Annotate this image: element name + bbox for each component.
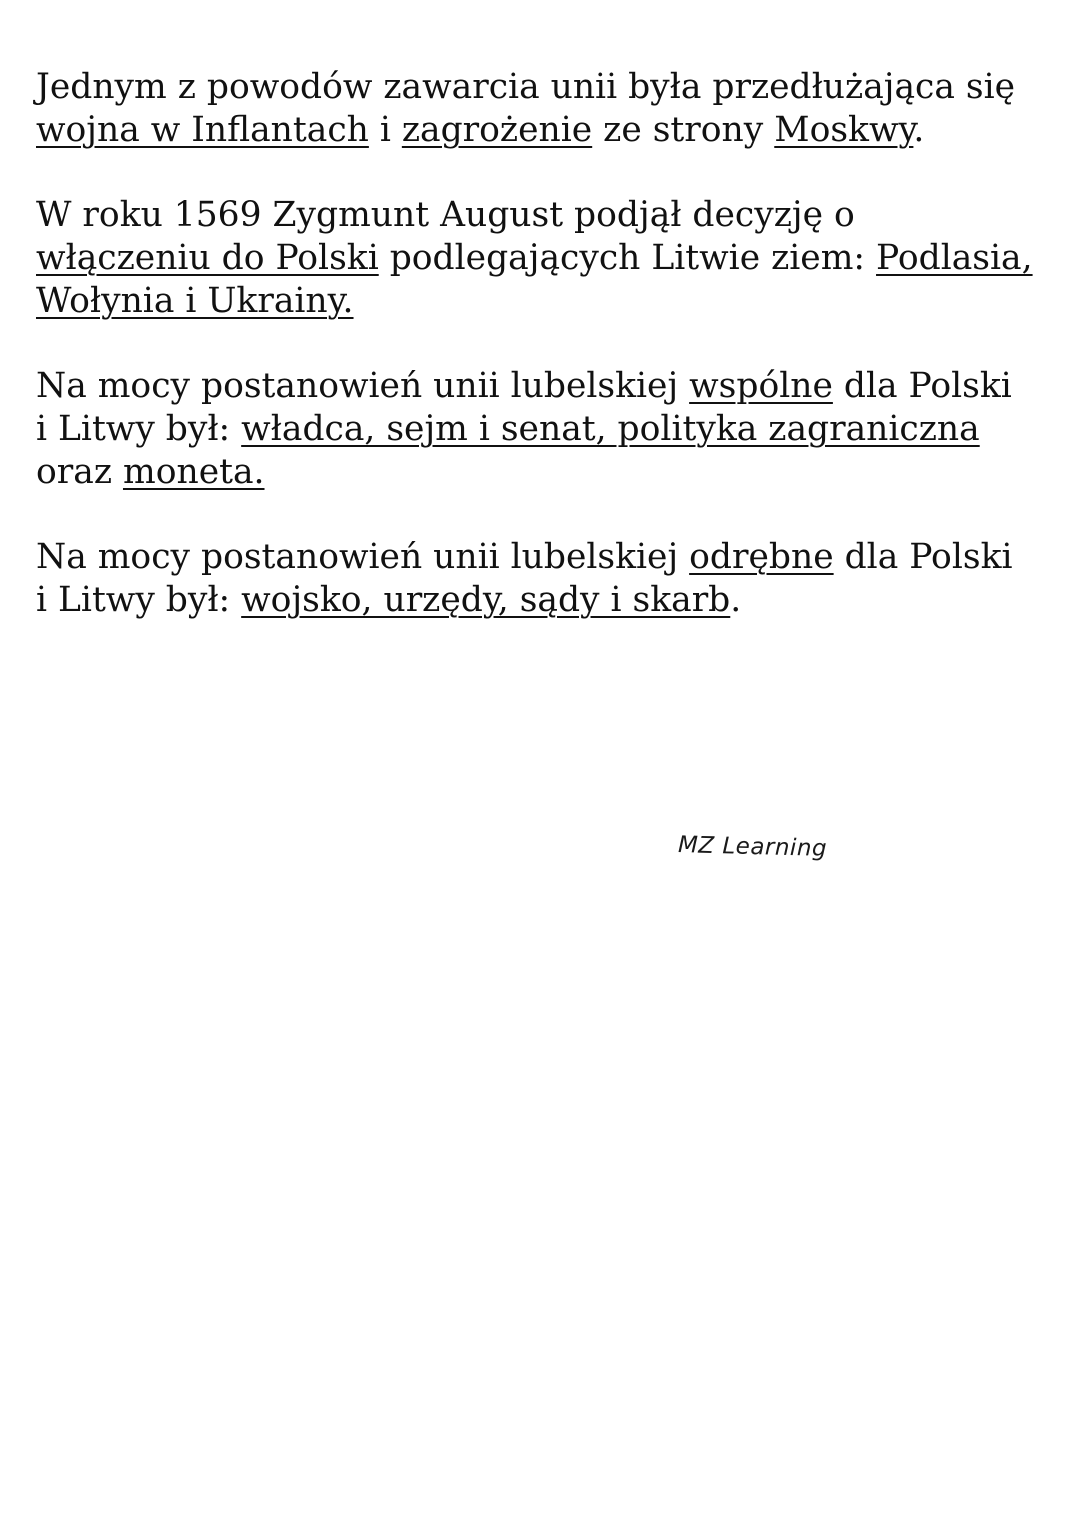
underlined-term: moneta. bbox=[122, 452, 265, 492]
text-line bbox=[36, 280, 1046, 323]
text-run: . bbox=[913, 110, 925, 150]
underlined-term: Moskwy bbox=[774, 110, 914, 150]
text-line bbox=[36, 408, 1046, 451]
signature-mz-learning: MZ Learning bbox=[677, 832, 828, 862]
text-run: dla Polski bbox=[833, 537, 1013, 577]
text-run: Jednym z powodów zawarcia unii była przedłużająca się bbox=[36, 67, 1016, 107]
text-run: dla Polski bbox=[832, 366, 1012, 406]
text-run: W roku 1569 Zygmunt August podjął decyzję o bbox=[36, 195, 855, 235]
text-run: i Litwy był: bbox=[36, 580, 242, 620]
text-run: i Litwy był: bbox=[36, 409, 242, 449]
underlined-term: władca, sejm i senat, polityka zagraniczna bbox=[241, 409, 980, 449]
text-line bbox=[36, 451, 1046, 494]
underlined-term: odrębne bbox=[689, 537, 834, 577]
text-run: ze strony bbox=[592, 110, 775, 150]
text-line bbox=[36, 536, 1046, 579]
text-line bbox=[36, 66, 1046, 109]
text-run: Na mocy postanowień unii lubelskiej bbox=[36, 366, 690, 406]
underlined-term: wojna w Inflantach bbox=[36, 110, 369, 150]
underlined-term: wojsko, urzędy, sądy i skarb bbox=[241, 580, 731, 620]
document-body bbox=[36, 66, 1046, 664]
underlined-term: włączeniu do Polski bbox=[36, 238, 379, 278]
underlined-term: wspólne bbox=[689, 366, 833, 406]
paragraph-1 bbox=[36, 66, 1046, 152]
text-line bbox=[36, 194, 1046, 237]
text-line bbox=[36, 237, 1046, 280]
underlined-term: Podlasia, bbox=[876, 238, 1033, 278]
text-line bbox=[36, 579, 1046, 622]
underlined-term: zagrożenie bbox=[401, 110, 593, 150]
text-line bbox=[36, 109, 1046, 152]
underlined-term: Wołynia i Ukrainy. bbox=[36, 281, 354, 321]
text-line bbox=[36, 365, 1046, 408]
paragraph-2 bbox=[36, 194, 1046, 323]
text-run: podlegających Litwie ziem: bbox=[378, 238, 877, 278]
paragraph-3 bbox=[36, 365, 1046, 494]
text-run: . bbox=[730, 580, 742, 620]
text-run: oraz bbox=[36, 452, 123, 492]
text-run: i bbox=[368, 110, 402, 150]
paragraph-4 bbox=[36, 536, 1046, 622]
text-run: Na mocy postanowień unii lubelskiej bbox=[36, 537, 690, 577]
